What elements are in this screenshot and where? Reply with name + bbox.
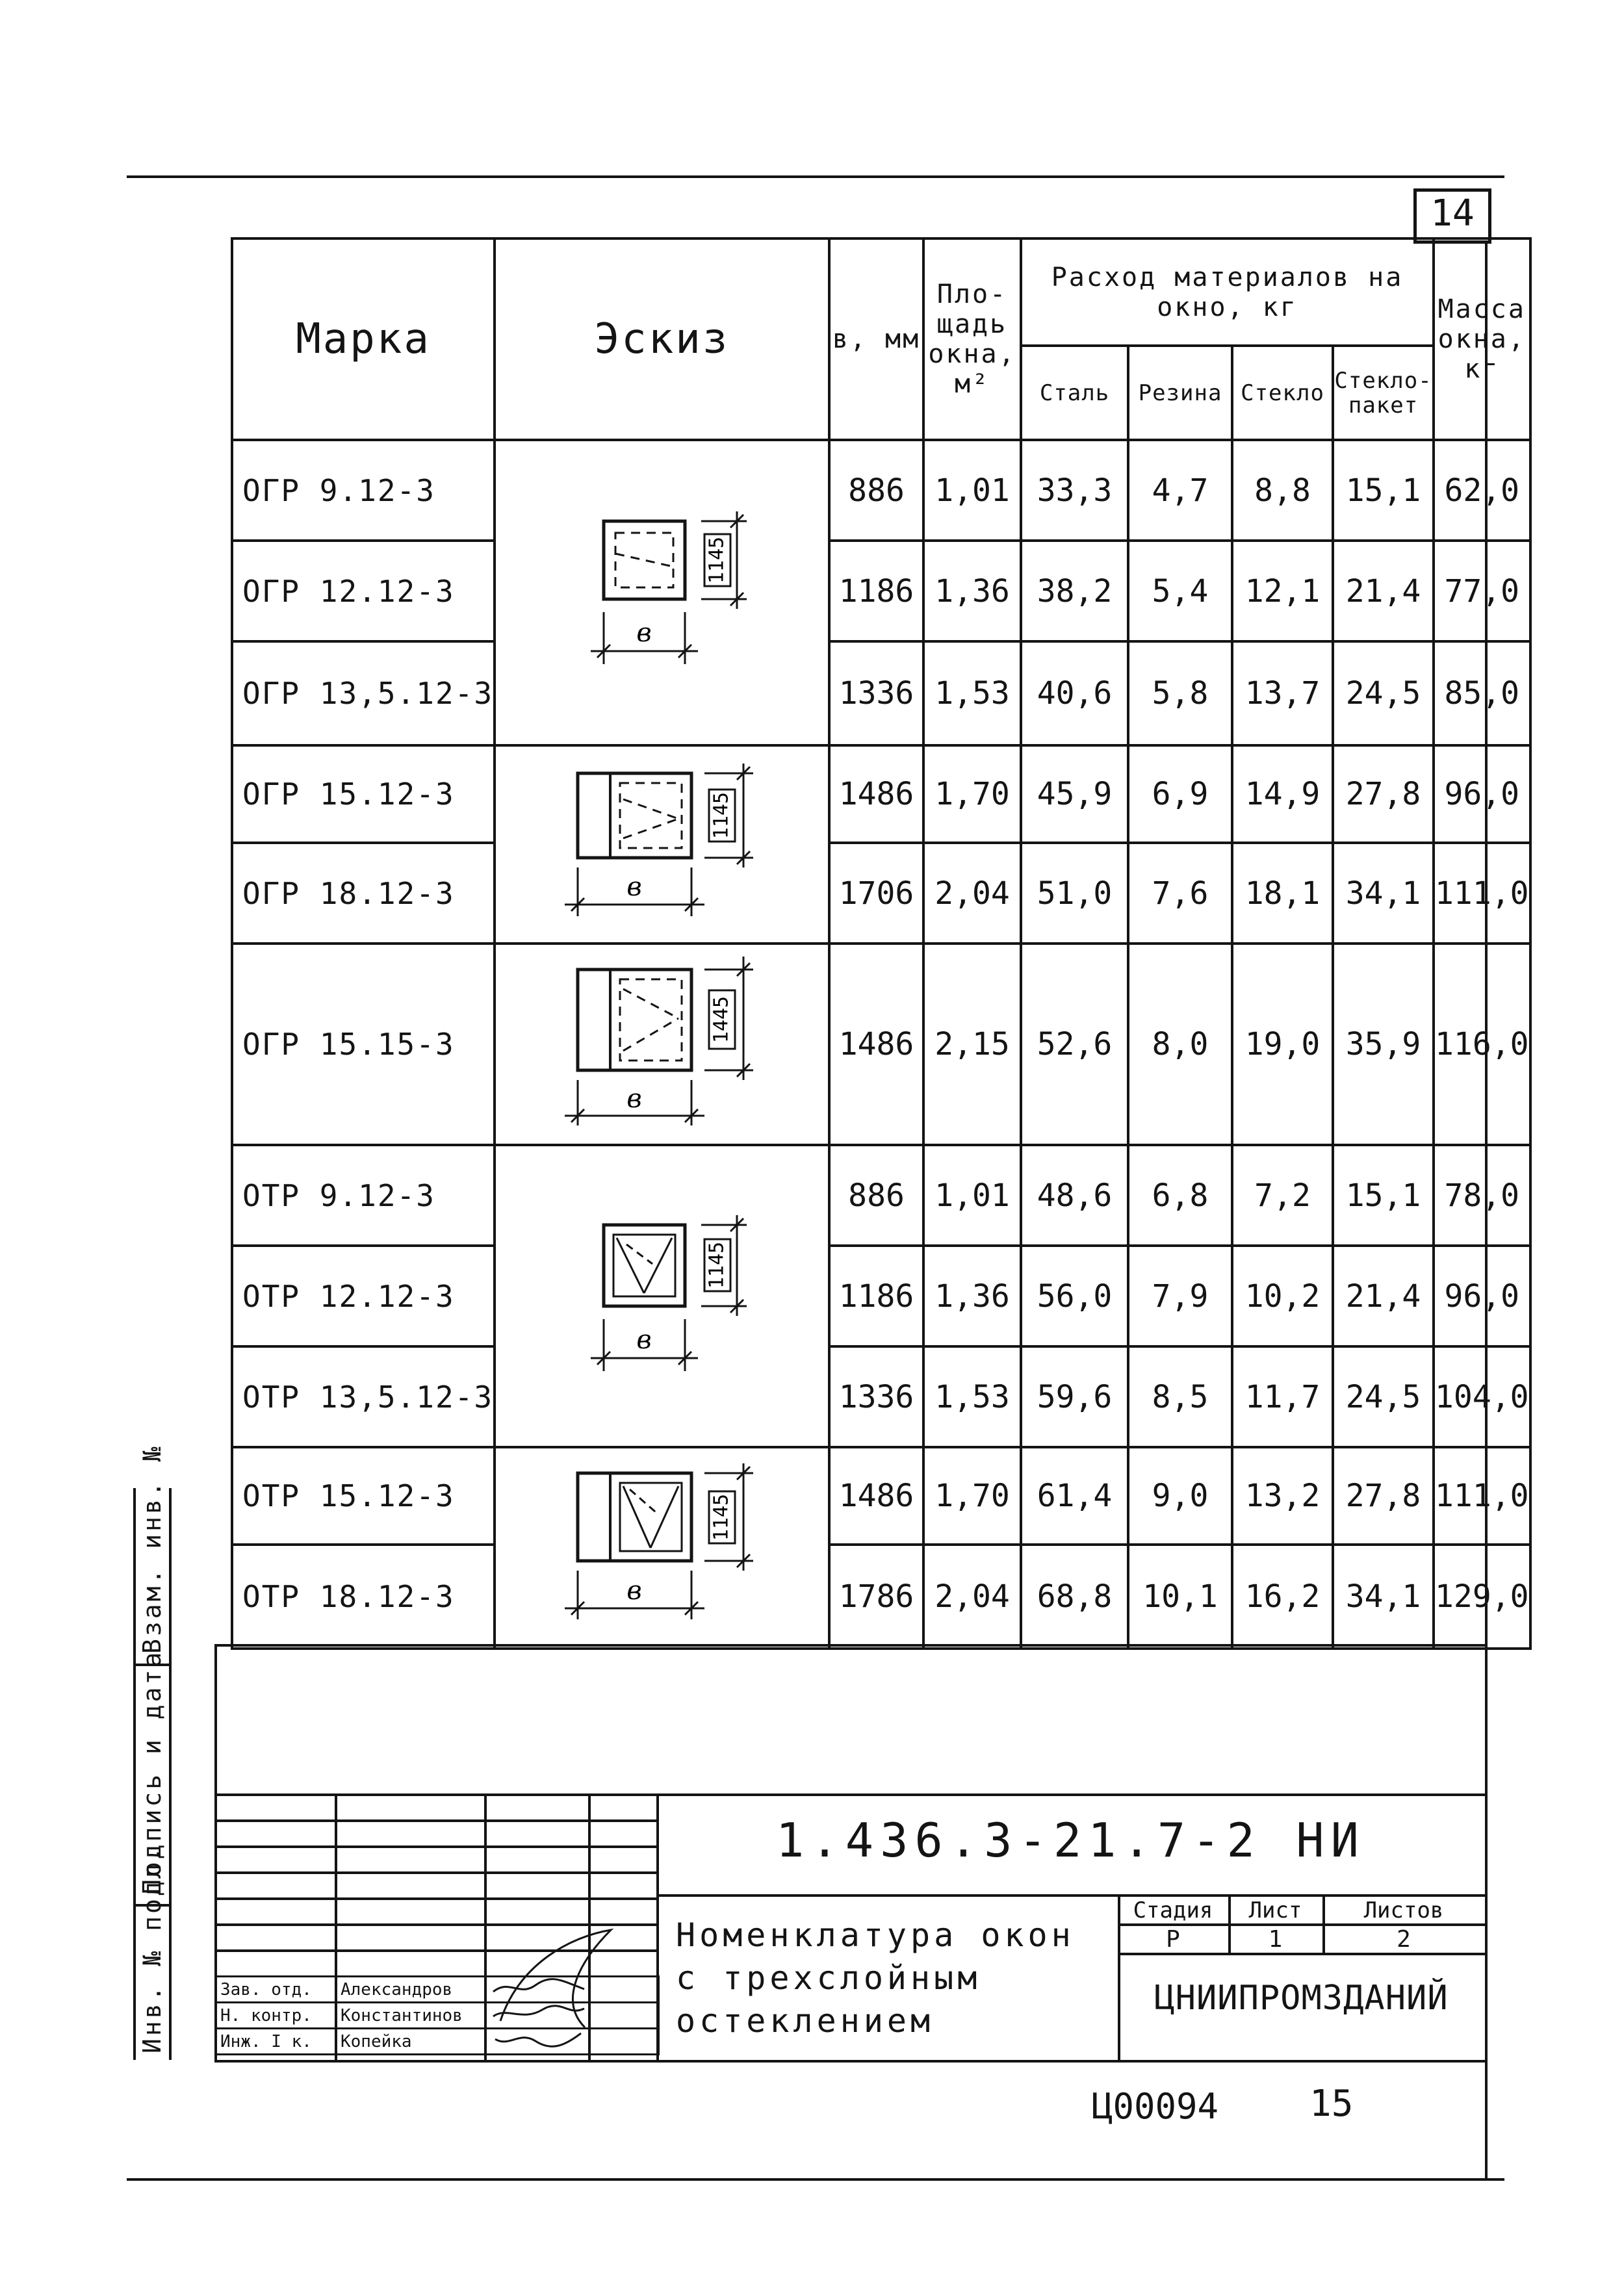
row-rubber: 10,1: [1128, 1545, 1232, 1649]
sheet-value: 1: [1268, 1926, 1283, 1953]
row-mass: 104,0: [1434, 1346, 1530, 1447]
row-rubber: 6,9: [1128, 745, 1232, 843]
row-packet: 21,4: [1333, 541, 1434, 641]
row-mass: 62,0: [1434, 440, 1530, 541]
row-mass: 111,0: [1434, 1447, 1530, 1545]
row-steel: 61,4: [1021, 1447, 1128, 1545]
stamp-title-line-1: Номенклатура окон: [676, 1916, 1075, 1954]
sketch-dim-width: в: [626, 871, 642, 902]
row-glass: 13,7: [1232, 641, 1333, 745]
row-mass: 129,0: [1434, 1545, 1530, 1649]
row-packet: 35,9: [1333, 944, 1434, 1145]
top-rule: [127, 175, 1504, 178]
sheet-number: 14: [1430, 192, 1475, 235]
row-packet: 27,8: [1333, 1447, 1434, 1545]
row-glass: 10,2: [1232, 1246, 1333, 1346]
role-title: Зав. отд.: [216, 1977, 336, 2003]
row-packet: 24,5: [1333, 1346, 1434, 1447]
row-marka: ОГР 18.12-3: [232, 843, 495, 944]
row-b: 1336: [829, 641, 923, 745]
rev-row-3: [214, 1871, 656, 1874]
header-materials: Расход материалов на окно, кг: [1021, 238, 1434, 346]
row-glass: 14,9: [1232, 745, 1333, 843]
header-b-mm: в, мм: [829, 238, 923, 440]
role-title: Н. контр.: [216, 2003, 336, 2029]
sheet-label: Лист: [1248, 1897, 1302, 1923]
rev-row-1: [214, 1819, 656, 1822]
row-steel: 45,9: [1021, 745, 1128, 843]
row-b: 1486: [829, 745, 923, 843]
sketch-dim-width: в: [626, 1576, 642, 1606]
stage-values-rule: [1118, 1953, 1485, 1955]
row-rubber: 5,8: [1128, 641, 1232, 745]
row-marka: ОГР 15.12-3: [232, 745, 495, 843]
role-name: Копейка: [336, 2029, 485, 2055]
stamp-title-line-2: с трехслойным: [676, 1959, 981, 1997]
row-rubber: 9,0: [1128, 1447, 1232, 1545]
organization: ЦНИИПРОМЗДАНИЙ: [1154, 1979, 1449, 2018]
stamp-bottom-rule: [214, 2060, 1485, 2063]
row-glass: 16,2: [1232, 1545, 1333, 1649]
sketch-ogr-double: [495, 745, 829, 944]
role-name: Константинов: [336, 2003, 485, 2029]
row-b: 1486: [829, 1447, 923, 1545]
stage-value: Р: [1166, 1926, 1180, 1953]
row-marka: ОТР 18.12-3: [232, 1545, 495, 1649]
row-area: 1,01: [923, 440, 1021, 541]
header-eskiz: Эскиз: [495, 238, 829, 440]
row-marka: ОТР 13,5.12-3: [232, 1346, 495, 1447]
sheets-value: 2: [1397, 1926, 1411, 1953]
row-area: 2,15: [923, 944, 1021, 1145]
side-label-replaces-inv: Взам. инв. №: [138, 1444, 166, 1654]
row-glass: 18,1: [1232, 843, 1333, 944]
row-steel: 33,3: [1021, 440, 1128, 541]
sketch-dim-height: 1145: [705, 1241, 728, 1289]
table-bottom-rule: [214, 1644, 1485, 1647]
row-rubber: 4,7: [1128, 440, 1232, 541]
row-steel: 68,8: [1021, 1545, 1128, 1649]
window-nomenclature-table: [231, 237, 1532, 1650]
row-glass: 7,2: [1232, 1145, 1333, 1246]
row-steel: 40,6: [1021, 641, 1128, 745]
row-mass: 116,0: [1434, 944, 1530, 1145]
row-marka: ОТР 15.12-3: [232, 1447, 495, 1545]
row-area: 1,53: [923, 1346, 1021, 1447]
sketch-otr-single: [495, 1145, 829, 1447]
row-packet: 24,5: [1333, 641, 1434, 745]
row-mass: 111,0: [1434, 843, 1530, 944]
row-marka: ОГР 9.12-3: [232, 440, 495, 541]
header-steel: Сталь: [1021, 346, 1128, 440]
stage-label: Стадия: [1133, 1897, 1213, 1923]
row-area: 1,01: [923, 1145, 1021, 1246]
side-strip-mid: [169, 1488, 172, 2060]
header-marka: Марка: [232, 238, 495, 440]
row-steel: 59,6: [1021, 1346, 1128, 1447]
window-sketch-ogr-tall: [532, 950, 792, 1138]
header-mass: Масса окна, кг: [1434, 238, 1530, 440]
row-rubber: 7,9: [1128, 1246, 1232, 1346]
window-sketch-ogr-double: [532, 754, 792, 936]
sketch-otr-double: [495, 1447, 829, 1649]
row-packet: 34,1: [1333, 843, 1434, 944]
bottom-rule: [127, 2178, 1504, 2181]
row-marka: ОГР 15.15-3: [232, 944, 495, 1145]
archive-code: Ц00094: [1092, 2086, 1219, 2127]
row-glass: 19,0: [1232, 944, 1333, 1145]
sheets-label: Листов: [1363, 1897, 1444, 1923]
page-number: 15: [1309, 2083, 1354, 2125]
row-mass: 96,0: [1434, 745, 1530, 843]
row-marka: ОТР 12.12-3: [232, 1246, 495, 1346]
sketch-dim-height: 1145: [710, 791, 733, 839]
row-packet: 15,1: [1333, 1145, 1434, 1246]
row-b: 1186: [829, 541, 923, 641]
row-rubber: 7,6: [1128, 843, 1232, 944]
row-steel: 52,6: [1021, 944, 1128, 1145]
sketch-ogr-single: [495, 440, 829, 745]
window-sketch-otr-single: [539, 1199, 786, 1394]
sketch-dim-width: в: [626, 1084, 642, 1114]
row-area: 2,04: [923, 1545, 1021, 1649]
header-glass-packet: Стекло- пакет: [1333, 346, 1434, 440]
role-title: Инж. I к.: [216, 2029, 336, 2055]
rev-row-4: [214, 1897, 656, 1900]
row-b: 1336: [829, 1346, 923, 1447]
row-mass: 85,0: [1434, 641, 1530, 745]
stamp-title-line-3: остеклением: [676, 2002, 934, 2040]
row-packet: 34,1: [1333, 1545, 1434, 1649]
signature-flourish: [481, 1923, 637, 2034]
stamp-top-rule: [214, 1793, 1485, 1796]
row-glass: 12,1: [1232, 541, 1333, 641]
stamp-title: [676, 1914, 1118, 2042]
row-packet: 15,1: [1333, 440, 1434, 541]
row-marka: ОГР 12.12-3: [232, 541, 495, 641]
header-glass: Стекло: [1232, 346, 1333, 440]
sketch-dim-height: 1145: [710, 1493, 733, 1541]
row-steel: 56,0: [1021, 1246, 1128, 1346]
side-label-signature-date: Подпись и дата: [138, 1649, 166, 1894]
row-steel: 51,0: [1021, 843, 1128, 944]
window-sketch-otr-double: [532, 1454, 792, 1642]
row-marka: ОТР 9.12-3: [232, 1145, 495, 1246]
side-label-inv-no: Инв. № подл.: [138, 1844, 166, 2053]
row-rubber: 5,4: [1128, 541, 1232, 641]
sketch-dim-height: 1145: [705, 536, 728, 584]
row-glass: 13,2: [1232, 1447, 1333, 1545]
row-b: 1486: [829, 944, 923, 1145]
row-b: 886: [829, 440, 923, 541]
sketch-ogr-tall: [495, 944, 829, 1145]
doc-code: 1.436.3-21.7-2 НИ: [776, 1813, 1365, 1868]
row-packet: 21,4: [1333, 1246, 1434, 1346]
row-packet: 27,8: [1333, 745, 1434, 843]
row-b: 1786: [829, 1545, 923, 1649]
sketch-dim-width: в: [636, 1324, 652, 1355]
row-marka: ОГР 13,5.12-3: [232, 641, 495, 745]
row-area: 1,70: [923, 1447, 1021, 1545]
row-rubber: 8,0: [1128, 944, 1232, 1145]
row-mass: 77,0: [1434, 541, 1530, 641]
row-steel: 48,6: [1021, 1145, 1128, 1246]
row-glass: 11,7: [1232, 1346, 1333, 1447]
row-glass: 8,8: [1232, 440, 1333, 541]
row-rubber: 8,5: [1128, 1346, 1232, 1447]
stamp-code-bottom-rule: [656, 1894, 1485, 1897]
side-strip-left: [133, 1488, 136, 2060]
row-b: 886: [829, 1145, 923, 1246]
sketch-dim-height: 1445: [710, 996, 733, 1044]
role-name: Александров: [336, 1977, 485, 2003]
row-mass: 96,0: [1434, 1246, 1530, 1346]
row-steel: 38,2: [1021, 541, 1128, 641]
row-area: 1,53: [923, 641, 1021, 745]
row-area: 1,36: [923, 541, 1021, 641]
rev-row-2: [214, 1845, 656, 1848]
window-sketch-ogr-single: [539, 495, 786, 690]
sketch-dim-width: в: [636, 618, 652, 648]
row-area: 1,36: [923, 1246, 1021, 1346]
row-area: 1,70: [923, 745, 1021, 843]
row-mass: 78,0: [1434, 1145, 1530, 1246]
header-area: Пло- щадь окна, м²: [923, 238, 1021, 440]
row-b: 1706: [829, 843, 923, 944]
row-b: 1186: [829, 1246, 923, 1346]
header-rubber: Резина: [1128, 346, 1232, 440]
row-area: 2,04: [923, 843, 1021, 944]
row-rubber: 6,8: [1128, 1145, 1232, 1246]
